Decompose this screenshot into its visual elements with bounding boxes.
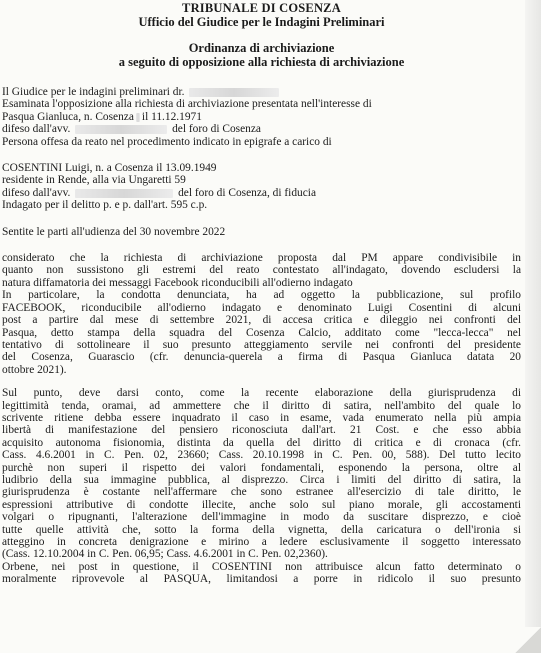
paragraph-line: Cass. 4.6.2001 in C. Pen. 02, 23660; Cass. 20.10.1998 in C. Pen. 00, 588). Del tutto lecito xyxy=(2,449,521,462)
page-fold-corner xyxy=(515,627,541,653)
paragraph-line: post a partire dal mese di settembre 2021, di accesa critica e dileggio nei confronti del xyxy=(2,314,521,327)
paragraph-line: moralmente riprovevole al PASQUA, limitandosi a porre in ridicolo il suo presunto xyxy=(2,573,521,586)
paragraph-line: del Cosenza, Guarascio (cfr. denuncia-querela a firma di Pasqua Gianluca datata 20 xyxy=(2,351,521,364)
intro-opponent-line: Pasqua Gianluca, n. Cosenza il 11.12.1971 xyxy=(2,110,202,123)
accused-lawyer-line: difeso dall'avv. del foro di Cosenza, di fiducia xyxy=(2,186,317,199)
paragraph-orbene xyxy=(2,561,521,586)
paragraph-line: natura diffamatoria dei messaggi Facebook riconducibili all'odierno indagato xyxy=(2,276,353,289)
paragraph-line: (Cass. 12.10.2004 in C. Pen. 06,95; Cass. 4.6.2001 in C. Pen. 02,2360). xyxy=(2,548,328,561)
paragraph-line: ludibrio della sua immagine pubblica, al disprezzo. Circa i limiti del diritto di satira, la xyxy=(2,473,521,486)
intro-opposition-line: Esaminata l'opposizione alla richiesta di archiviazione presentata nell'interesse di xyxy=(2,98,372,111)
paragraph-considered xyxy=(2,252,521,289)
ordinance-title-line1: Ordinanza di archiviazione xyxy=(188,41,335,55)
scan-edge-shadow xyxy=(525,0,541,653)
paragraph-line: acquisito autonoma fisionomia, distinta da quella del diritto di critica e di cronaca (cfr. xyxy=(2,436,521,449)
paragraph-line: FACEBOOK, riconducibile all'odierno indagato e denominato Luigi Cosentini di alcuni xyxy=(2,301,521,314)
office-name: Ufficio del Giudice per le Indagini Preliminari xyxy=(138,15,385,29)
paragraph-line: giurisprudenza è costante nell'affermare che sono estranee all'esercizio di tale diritto, le xyxy=(2,486,521,499)
ordinance-title-line2: a seguito di opposizione alla richiesta di archiviazione xyxy=(118,55,405,69)
paragraph-line: Pasqua, detto stampa della squadra del Cosenza Calcio, additato come "lecca-lecca" nel xyxy=(2,326,521,339)
paragraph-line: quanto non sussistono gli estremi del reato contestato all'indagato, dovendo escludersi la xyxy=(2,264,521,277)
accused-residence-line: residente in Rende, alla via Ungaretti 59 xyxy=(2,174,186,187)
intro-judge-line: Il Giudice per le indagini preliminari dr. xyxy=(2,86,521,98)
paragraph-line: purchè non superi il rispetto dei valori fondamentali, esponendo la persona, oltre al xyxy=(2,461,521,474)
paragraph-line: ottobre 2021). xyxy=(2,363,67,376)
document-header xyxy=(2,0,521,69)
redaction-lawyer-name xyxy=(75,125,167,134)
paragraph-line: In particolare, la condotta denunciata, ha ad oggetto la pubblicazione, sul profilo xyxy=(2,289,521,302)
redaction-mark xyxy=(136,113,140,122)
paragraph-line: considerato che la richiesta di archiviazione proposta dal PM appare condivisibile in xyxy=(2,252,521,265)
accused-name-line: COSENTINI Luigi, n. a Cosenza il 13.09.1949 xyxy=(2,162,217,175)
intro-opponent-lawyer-line: difeso dall'avv. del foro di Cosenza xyxy=(2,123,261,136)
paragraph-line: espressioni attributive di condotte illecite, anche solo sul piano morale, gli accostamenti xyxy=(2,498,521,511)
paragraph-line: atteggino in concreta denigrazione e mirino a ledere esclusivamente il soggetto interessato xyxy=(2,536,521,548)
paragraph-line: libertà di manifestazione del pensiero riconosciuta dall'art. 21 Cost. e che esso abbia xyxy=(2,424,521,437)
paragraph-line: tutte quelle attività che, sotto la forma della vignetta, della caricatura o dell'ironia si xyxy=(2,523,521,536)
paragraph-line: Orbene, nei post in questione, il COSENTINI non attribuisce alcun fatto determinato o xyxy=(2,560,521,573)
court-name: TRIBUNALE DI COSENZA xyxy=(182,1,341,15)
paragraph-line: Sul punto, deve darsi conto, come la recente elaborazione della giurisprudenza di xyxy=(2,387,521,400)
ordinance-title xyxy=(2,41,521,69)
paragraph-satire xyxy=(2,387,521,561)
hearing-line: Sentite le parti all'udienza del 30 novembre 2022 xyxy=(2,225,226,238)
redaction-judge-name xyxy=(189,88,279,97)
accused-charge-line: Indagato per il delitto p. e p. dall'art. 595 c.p. xyxy=(2,199,208,212)
intro-block xyxy=(2,86,521,148)
paragraph-line: legittimità tenda, oramai, ad ammettere che il diritto di satira, nell'ambito del quale lo xyxy=(2,399,521,412)
redaction-accused-lawyer xyxy=(75,189,173,198)
accused-block xyxy=(2,162,521,212)
paragraph-line: scrivente ritiene debba essere inquadrato il caso in esame, vada enumerato nella più ampia xyxy=(2,411,521,424)
paragraph-line: tentativo di sottolineare il suo presunto atteggiamento servile nei confronti del presidente xyxy=(2,338,521,351)
intro-offended-party-line: Persona offesa da reato nel procedimento indicato in epigrafe a carico di xyxy=(2,135,332,148)
paragraph-line: volgari o ripugnanti, l'alterazione dell'immagine in modo da suscitare disprezzo, e cioè xyxy=(2,511,521,524)
paragraph-particular xyxy=(2,289,521,376)
